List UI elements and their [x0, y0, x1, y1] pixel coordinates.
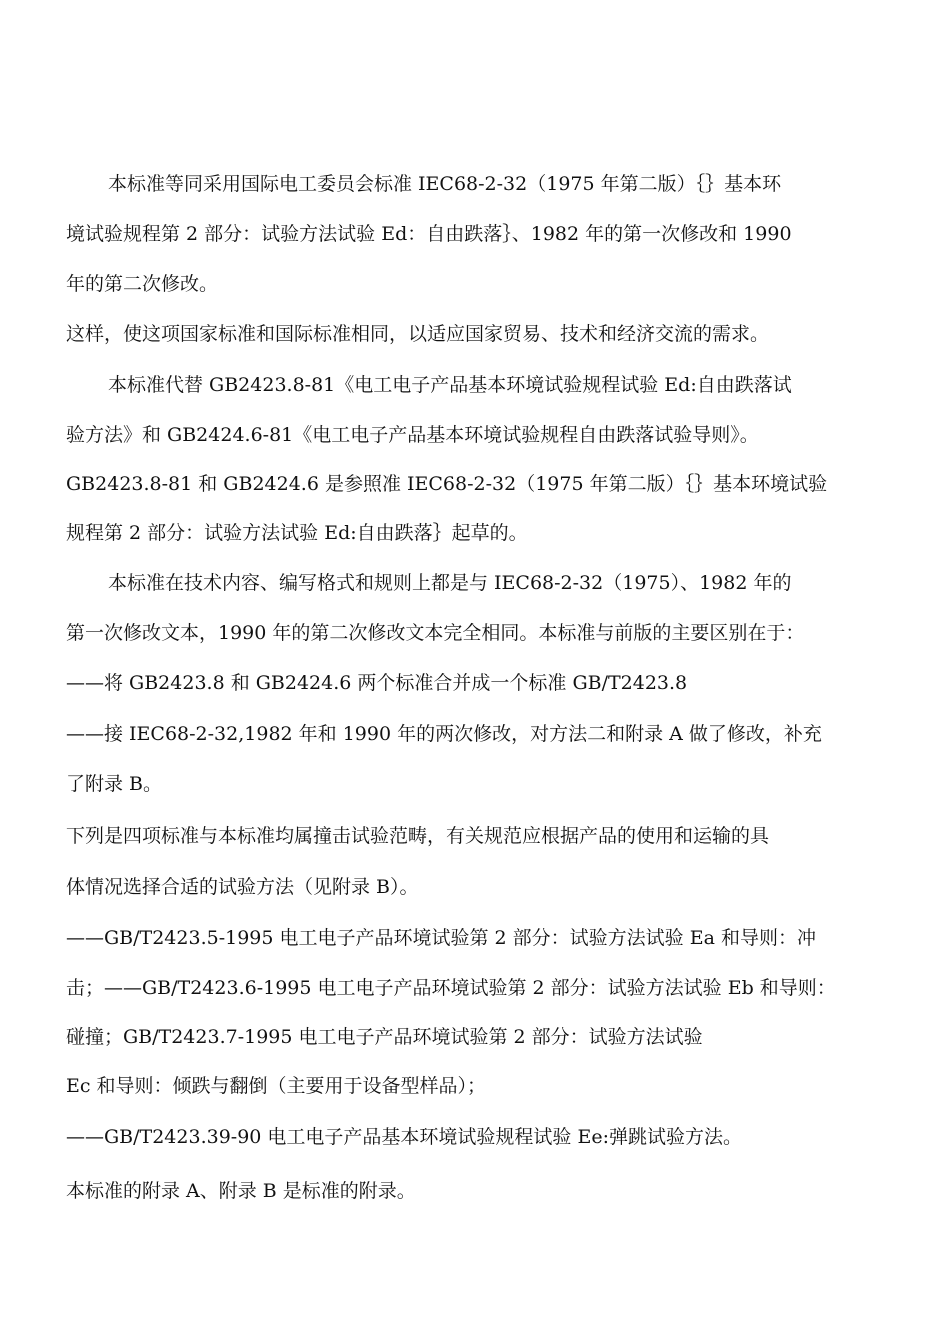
- paragraph-line: ——GB/T2423.39-90 电工电子产品基本环境试验规程试验 Ee:弹跳试验方法。: [66, 1126, 742, 1148]
- paragraph-line: 下列是四项标准与本标准均属撞击试验范畴，有关规范应根据产品的使用和运输的具: [66, 825, 770, 847]
- paragraph-line: ——GB/T2423.5-1995 电工电子产品环境试验第 2 部分：试验方法试验 Ea 和导则：冲: [66, 927, 816, 949]
- paragraph-line: Ec 和导则：倾跌与翻倒（主要用于设备型样品）；: [66, 1075, 487, 1097]
- paragraph-line: 了附录 B。: [66, 773, 163, 795]
- paragraph-line: ——接 IEC68-2-32,1982 年和 1990 年的两次修改，对方法二和附录 A 做了修改，补充: [66, 723, 822, 745]
- paragraph-line: 验方法》和 GB2424.6-81《电工电子产品基本环境试验规程自由跌落试验导则》。: [66, 424, 759, 446]
- paragraph-line: ——将 GB2423.8 和 GB2424.6 两个标准合并成一个标准 GB/T2423.8: [66, 672, 688, 694]
- paragraph-line: GB2423.8-81 和 GB2424.6 是参照准 IEC68-2-32（1975 年第二版）｛｝基本环境试验: [66, 473, 828, 495]
- paragraph-line: 本标准的附录 A、附录 B 是标准的附录。: [66, 1180, 416, 1202]
- paragraph-line: 击；——GB/T2423.6-1995 电工电子产品环境试验第 2 部分：试验方法试验 Eb 和导则：: [66, 977, 836, 999]
- paragraph-line: 本标准等同采用国际电工委员会标准 IEC68-2-32（1975 年第二版）｛｝基本环: [108, 173, 782, 195]
- paragraph-line: 体情况选择合适的试验方法（见附录 B）。: [66, 876, 419, 898]
- paragraph-line: 境试验规程第 2 部分：试验方法试验 Ed：自由跌落｝、1982 年的第一次修改和 1990: [66, 223, 792, 245]
- paragraph-line: 第一次修改文本，1990 年的第二次修改文本完全相同。本标准与前版的主要区别在于：: [66, 622, 805, 644]
- paragraph-line: 碰撞；GB/T2423.7-1995 电工电子产品环境试验第 2 部分：试验方法试验: [66, 1026, 703, 1048]
- paragraph-line: 本标准在技术内容、编写格式和规则上都是与 IEC68-2-32（1975）、1982 年的: [108, 572, 792, 594]
- paragraph-line: 年的第二次修改。: [66, 273, 219, 295]
- paragraph-line: 本标准代替 GB2423.8-81《电工电子产品基本环境试验规程试验 Ed:自由跌落试: [108, 374, 792, 396]
- paragraph-line: 这样，使这项国家标准和国际标准相同，以适应国家贸易、技术和经济交流的需求。: [66, 323, 770, 345]
- paragraph-line: 规程第 2 部分：试验方法试验 Ed:自由跌落｝起草的。: [66, 522, 528, 544]
